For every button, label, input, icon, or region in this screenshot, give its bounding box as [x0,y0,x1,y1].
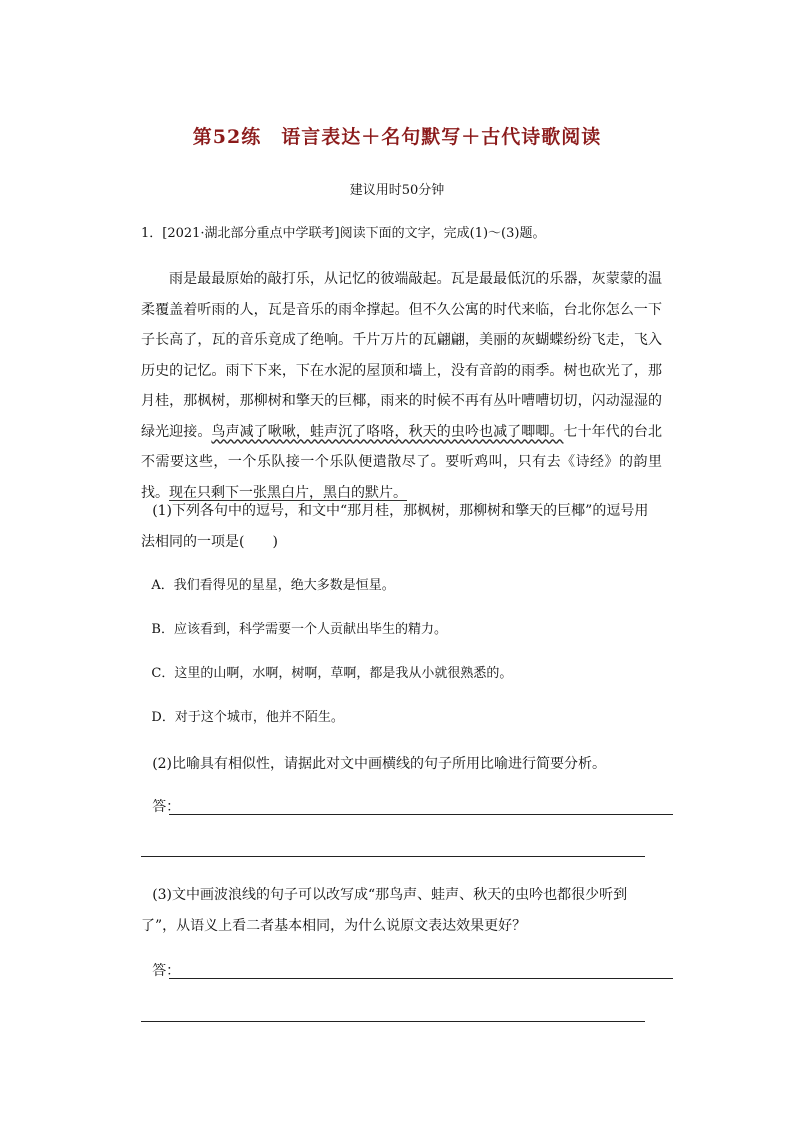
option-a: A．我们看得见的星星，绝大多数是恒星。 [151,578,395,593]
underlined-sentence: 现在只剩下一张黑白片，黑白的默片。 [169,484,407,501]
option-d: D．对于这个城市，他并不陌生。 [151,710,344,725]
passage-text-part1: 雨是最最原始的敲打乐，从记忆的彼端敲起。瓦是最最低沉的乐器，灰蒙蒙的温柔覆盖着听雨的人，瓦是音乐的雨伞撑起。但不久公寓的时代来临，台北你怎么一下子长高了，瓦的音乐竟成了绝响。千片万片的瓦翩翩，美丽的灰蝴蝶纷纷飞走，飞入历史的记忆。雨下下来，下在水泥的屋顶和墙上，没有音韵的雨季。树也砍光了，那月桂，那枫树，那柳树和擎天的巨椰，雨来的时候不再有丛叶嘈嘈切切，闪动湿湿的绿光迎接。 [141,271,662,440]
answer-line-2b[interactable] [141,856,645,857]
answer-line [169,978,673,979]
answer-line-3b[interactable] [141,1021,645,1022]
answer-area-2[interactable] [141,796,673,820]
subquestion-2-prompt: (2)比喻具有相似性，请据此对文中画横线的句子所用比喻进行简要分析。 [152,756,607,772]
answer-line [169,814,673,815]
wavy-underlined-sentence: 鸟声减了啾啾，蛙声沉了咯咯，秋天的虫吟也减了唧唧。 [211,423,564,440]
answer-area-3[interactable] [141,960,673,984]
reading-passage [141,264,662,508]
suggested-time: 建议用时50分钟 [349,183,445,198]
option-b: B．应该看到，科学需要一个人贡献出毕生的精力。 [151,622,447,637]
passage-text-part2: 七十年代的台北不需要这些，一个乐队接一个乐队便遣散尽了。要听鸡叫，只有去《诗经》的韵里找。 [141,423,663,501]
option-c: C．这里的山啊，水啊，树啊，草啊，都是我从小就很熟悉的。 [151,666,513,681]
subquestion-1-prompt: (1)下列各句中的逗号，和文中“那月桂，那枫树，那柳树和擎天的巨椰”的逗号用法相同的一项是( ) [141,503,649,550]
answer-label: 答： [152,799,181,815]
page-title: 第52练 语言表达＋名句默写＋古代诗歌阅读 [192,126,602,148]
subquestion-3-prompt: (3)文中画波浪线的句子可以改写成“那鸟声、蛙声、秋天的虫吟也都很少听到了”，从语义上看二者基本相同，为什么说原文表达效果更好？ [141,887,628,934]
question-heading: 1．[2021·湖北部分重点中学联考]阅读下面的文字，完成(1)～(3)题。 [141,226,546,241]
answer-label: 答： [152,963,181,979]
